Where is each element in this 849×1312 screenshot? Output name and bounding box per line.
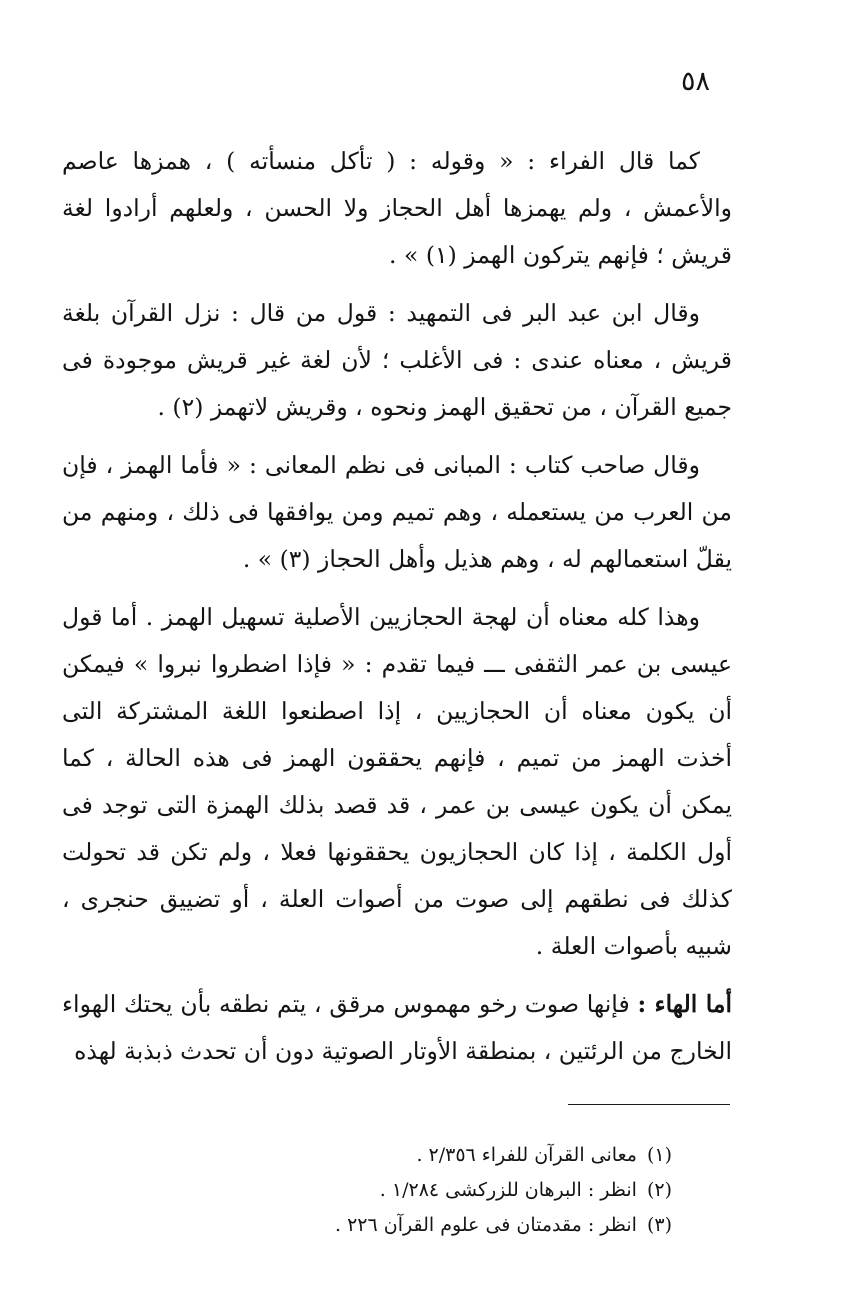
- paragraph-text: فإنها صوت رخو مهموس مرقق ، يتم نطقه بأن يحتك الهواء الخارج من الرئتين ، بمنطقة الأوتار الصوتية دون أن تحدث ذبذبة لهذه: [62, 990, 732, 1065]
- footnote-2: [160, 1173, 672, 1208]
- footnote-mark: (٢): [646, 1179, 672, 1201]
- footnote-mark: (٣): [646, 1214, 672, 1236]
- footnote-divider: [568, 1104, 730, 1105]
- paragraph-4: [62, 594, 732, 970]
- paragraph-3: [62, 442, 732, 583]
- paragraph-5: [62, 981, 732, 1075]
- page-number: ٥٨: [680, 66, 710, 97]
- footnote-mark: (١): [646, 1144, 672, 1166]
- paragraph-2: [62, 290, 732, 431]
- footnotes: [160, 1138, 672, 1243]
- paragraph-text: كما قال الفراء : « وقوله : ( تأكل منسأته ) ، همزها عاصم والأعمش ، ولم يهمزها أهل الحجاز ولا الحسن ، ولعلهم أرادوا لغة قريش ؛ فإنهم يتركون الهمز (١) » .: [62, 147, 732, 269]
- paragraph-text: وقال ابن عبد البر فى التمهيد : قول من قال : نزل القرآن بلغة قريش ، معناه عندى : فى الأغلب ؛ لأن لغة غير قريش موجودة فى جميع القرآن ، من تحقيق الهمز ونحوه ، وقريش لاتهمز (٢) .: [62, 299, 732, 421]
- footnote-text: معانى القرآن للفراء ٢/٣٥٦ .: [416, 1144, 637, 1166]
- footnote-1: [160, 1138, 672, 1173]
- footnote-text: انظر : مقدمتان فى علوم القرآن ٢٢٦ .: [335, 1214, 637, 1236]
- body-text: [62, 138, 732, 1086]
- paragraph-text: وهذا كله معناه أن لهجة الحجازيين الأصلية تسهيل الهمز . أما قول عيسى بن عمر الثقفى ـــ فيما تقدم : « فإذا اضطروا نبروا » فيمكن أن يكون معناه أن الحجازيين ، إذا اصطنعوا اللغة المشتركة التى أخذت الهمز من تميم ، فإنهم يحققون الهمز فى هذه الحالة ، كما يمكن أن يكون عيسى بن عمر ، قد قصد بذلك الهمزة التى توجد فى أول الكلمة ، إذا كان الحجازيون يحققونها فعلا ، ولم تكن قد تحولت كذلك فى نطقهم إلى صوت من أصوات العلة ، أو تضييق حنجرى ، شبيه بأصوات العلة .: [62, 603, 732, 960]
- footnote-text: انظر : البرهان للزركشى ١/٢٨٤ .: [379, 1179, 637, 1201]
- paragraph-1: [62, 138, 732, 279]
- paragraph-text: وقال صاحب كتاب : المبانى فى نظم المعانى : « فأما الهمز ، فإن من العرب من يستعمله ، وهم تميم ومن يوافقها فى ذلك ، ومنهم من يقلّ استعمالهم له ، وهم هذيل وأهل الحجاز (٣) » .: [62, 451, 732, 573]
- footnote-3: [160, 1208, 672, 1243]
- section-heading: أما الهاء :: [637, 990, 733, 1018]
